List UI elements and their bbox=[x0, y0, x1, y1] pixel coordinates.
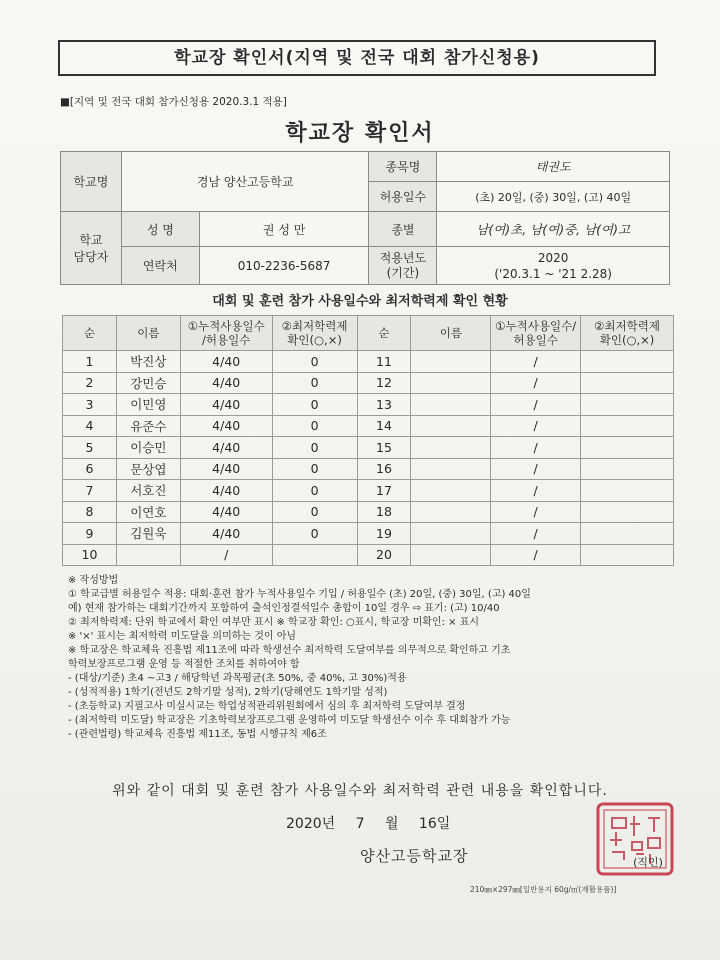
row-days: 4/40 bbox=[180, 523, 272, 545]
row-days: 4/40 bbox=[180, 351, 272, 373]
col-no: 순 bbox=[63, 316, 117, 351]
row-name-right bbox=[411, 437, 491, 459]
row-name-right bbox=[411, 351, 491, 373]
row-name: 김원욱 bbox=[116, 523, 180, 545]
row-no: 3 bbox=[63, 394, 117, 416]
row-no-right: 18 bbox=[357, 501, 411, 523]
note-line: - (성적적용) 1학기(전년도 2학기말 성적), 2학기(당해연도 1학기말 성적) bbox=[68, 687, 388, 698]
row-no: 4 bbox=[63, 415, 117, 437]
row-days-right: / bbox=[491, 437, 581, 459]
row-acad bbox=[272, 544, 357, 566]
event-label: 종목명 bbox=[369, 152, 437, 182]
allow-days-value: (초) 20일, (중) 30일, (고) 40일 bbox=[437, 182, 670, 212]
col-acad-line2: 확인(○,×) bbox=[287, 333, 342, 347]
row-acad: 0 bbox=[272, 458, 357, 480]
row-name: 이연호 bbox=[116, 501, 180, 523]
event-value: 태권도 bbox=[437, 152, 670, 182]
row-name-right bbox=[411, 544, 491, 566]
category-value: 남(여)초, 남(여)중, 남(여)고 bbox=[437, 212, 670, 247]
row-no: 1 bbox=[63, 351, 117, 373]
row-no: 2 bbox=[63, 372, 117, 394]
document-title: 학교장 확인서 bbox=[285, 121, 435, 146]
manager-label-line1: 학교 bbox=[79, 233, 103, 247]
issue-date: 2020년 7 월 16일 bbox=[286, 816, 451, 832]
row-no: 8 bbox=[63, 501, 117, 523]
row-name: 유준수 bbox=[116, 415, 180, 437]
row-acad-right bbox=[581, 394, 674, 416]
note-line: - (최저학력 미도달) 학교장은 기초학력보장프로그램 운영하여 미도달 학생선수 이수 후 대회참가 가능 bbox=[68, 715, 511, 726]
row-days: 4/40 bbox=[180, 394, 272, 416]
row-name-right bbox=[411, 415, 491, 437]
row-days: 4/40 bbox=[180, 458, 272, 480]
row-name: 이민영 bbox=[116, 394, 180, 416]
row-no-right: 19 bbox=[357, 523, 411, 545]
participant-table bbox=[62, 315, 674, 566]
col-days-right-line2: 허용일수 bbox=[513, 333, 558, 347]
row-acad: 0 bbox=[272, 437, 357, 459]
row-no-right: 20 bbox=[357, 544, 411, 566]
note-line: - (관련법령) 학교체육 진흥법 제11조, 동법 시행규칙 제6조 bbox=[68, 729, 327, 740]
col-acad bbox=[272, 316, 357, 351]
table-row bbox=[63, 480, 674, 502]
col-days-line1: ①누적사용일수 bbox=[187, 319, 265, 333]
table-row bbox=[63, 415, 674, 437]
contact-label: 연락처 bbox=[121, 247, 199, 285]
row-name-right bbox=[411, 480, 491, 502]
official-seal-stamp bbox=[594, 800, 676, 878]
row-days: 4/40 bbox=[180, 501, 272, 523]
note-line: ※ 작성방법 bbox=[68, 575, 119, 586]
year-value-line2: ('20.3.1 ~ '21 2.28) bbox=[494, 266, 612, 281]
section-title: 대회 및 훈련 참가 사용일수와 최저학력제 확인 현황 bbox=[212, 294, 508, 309]
note-line: 예) 현재 참가하는 대회기간까지 포함하여 출석인정결석일수 총합이 10일 경우 ⇨ 표기: (고) 10/40 bbox=[68, 603, 500, 614]
row-name-right bbox=[411, 458, 491, 480]
row-name: 서호진 bbox=[116, 480, 180, 502]
row-acad: 0 bbox=[272, 501, 357, 523]
seal-label: (직인) bbox=[633, 856, 663, 869]
row-acad-right bbox=[581, 372, 674, 394]
row-days: / bbox=[180, 544, 272, 566]
row-acad: 0 bbox=[272, 351, 357, 373]
row-acad-right bbox=[581, 458, 674, 480]
row-no-right: 13 bbox=[357, 394, 411, 416]
table-row bbox=[63, 501, 674, 523]
col-name: 이름 bbox=[116, 316, 180, 351]
row-name-right bbox=[411, 501, 491, 523]
row-days-right: / bbox=[491, 394, 581, 416]
table-row bbox=[63, 372, 674, 394]
note-line: ※ '×' 표시는 최저학력 미도달을 의미하는 것이 아님 bbox=[68, 631, 297, 642]
note-line: - (초등학교) 지필고사 미실시교는 학업성적관리위원회에서 심의 후 최저학력 도달여부 결정 bbox=[68, 701, 466, 712]
year-value-line1: 2020 bbox=[537, 250, 569, 265]
row-days-right: / bbox=[491, 480, 581, 502]
year-label-line1: 적용년도 bbox=[379, 250, 427, 265]
school-label: 학교명 bbox=[61, 152, 122, 212]
row-name: 박진상 bbox=[116, 351, 180, 373]
table-row bbox=[63, 351, 674, 373]
header-box: 학교장 확인서(지역 및 전국 대회 참가신청용) bbox=[58, 40, 656, 76]
note-line: 학력보장프로그램 운영 등 적절한 조치를 취하여야 함 bbox=[68, 659, 300, 670]
row-no: 6 bbox=[63, 458, 117, 480]
row-acad: 0 bbox=[272, 523, 357, 545]
col-days-line2: /허용일수 bbox=[202, 333, 251, 347]
row-no: 9 bbox=[63, 523, 117, 545]
school-value: 경남 양산고등학교 bbox=[121, 152, 369, 212]
row-name: 이승민 bbox=[116, 437, 180, 459]
category-label: 종별 bbox=[369, 212, 437, 247]
col-acad-right-line1: ②최저학력제 bbox=[594, 319, 660, 333]
col-acad-right bbox=[581, 316, 674, 351]
form-subtag: ■[지역 및 전국 대회 참가신청용 2020.3.1 적용] bbox=[60, 96, 287, 108]
participant-rows bbox=[63, 351, 674, 566]
row-days: 4/40 bbox=[180, 480, 272, 502]
row-name-right bbox=[411, 394, 491, 416]
note-line: ① 학교급별 허용일수 적용: 대회·훈련 참가 누적사용일수 기입 / 허용일수 (초) 20일, (중) 30일, (고) 40일 bbox=[68, 589, 531, 600]
row-no: 10 bbox=[63, 544, 117, 566]
row-days: 4/40 bbox=[180, 415, 272, 437]
info-table bbox=[60, 151, 670, 285]
manager-label bbox=[61, 212, 122, 285]
principal-signature-line: 양산고등학교장 bbox=[360, 847, 469, 865]
row-days-right: / bbox=[491, 544, 581, 566]
row-no-right: 12 bbox=[357, 372, 411, 394]
col-days-right-line1: ①누적사용일수/ bbox=[495, 319, 577, 333]
table-row bbox=[63, 544, 674, 566]
row-name bbox=[116, 544, 180, 566]
manager-label-line2: 담당자 bbox=[73, 250, 109, 264]
col-acad-right-line2: 확인(○,×) bbox=[599, 333, 655, 347]
row-no: 7 bbox=[63, 480, 117, 502]
year-label-line2: (기간) bbox=[386, 265, 420, 280]
row-no: 5 bbox=[63, 437, 117, 459]
note-line: ② 최저학력제: 단위 학교에서 확인 여부만 표시 ※ 학교장 확인: ○표시, 학교장 미확인: × 표시 bbox=[68, 617, 480, 628]
name-value: 권 성 만 bbox=[199, 212, 369, 247]
row-acad-right bbox=[581, 544, 674, 566]
row-acad-right bbox=[581, 501, 674, 523]
row-acad: 0 bbox=[272, 480, 357, 502]
row-acad-right bbox=[581, 351, 674, 373]
row-days-right: / bbox=[491, 523, 581, 545]
row-name-right bbox=[411, 372, 491, 394]
paper-spec: 210㎜×297㎜[일반용지 60g/㎡(재활용품)] bbox=[470, 885, 617, 894]
row-name: 강민승 bbox=[116, 372, 180, 394]
row-no-right: 16 bbox=[357, 458, 411, 480]
row-acad-right bbox=[581, 480, 674, 502]
row-no-right: 14 bbox=[357, 415, 411, 437]
allow-days-label: 허용일수 bbox=[369, 182, 437, 212]
row-days: 4/40 bbox=[180, 372, 272, 394]
row-name: 문상엽 bbox=[116, 458, 180, 480]
note-line: - (대상/기준) 초4 ~고3 / 해당학년 과목평균(초 50%, 중 40%, 고 30%)적용 bbox=[68, 673, 407, 684]
table-row bbox=[63, 458, 674, 480]
year-value bbox=[437, 247, 670, 285]
col-days bbox=[180, 316, 272, 351]
row-name-right bbox=[411, 523, 491, 545]
row-acad: 0 bbox=[272, 415, 357, 437]
row-acad-right bbox=[581, 437, 674, 459]
row-days-right: / bbox=[491, 458, 581, 480]
note-line: ※ 학교장은 학교체육 진흥법 제11조에 따라 학생선수 최저학력 도달여부를 의무적으로 확인하고 기초 bbox=[68, 645, 511, 656]
row-acad: 0 bbox=[272, 394, 357, 416]
col-no-right: 순 bbox=[357, 316, 411, 351]
writing-instructions bbox=[68, 574, 688, 742]
col-acad-line1: ②최저학력제 bbox=[281, 319, 348, 333]
contact-value: 010-2236-5687 bbox=[199, 247, 369, 285]
col-days-right bbox=[491, 316, 581, 351]
row-acad: 0 bbox=[272, 372, 357, 394]
row-days-right: / bbox=[491, 415, 581, 437]
row-acad-right bbox=[581, 415, 674, 437]
table-row bbox=[63, 437, 674, 459]
row-days-right: / bbox=[491, 351, 581, 373]
confirmation-statement: 위와 같이 대회 및 훈련 참가 사용일수와 최저학력 관련 내용을 확인합니다. bbox=[112, 783, 608, 799]
name-label: 성 명 bbox=[121, 212, 199, 247]
row-no-right: 17 bbox=[357, 480, 411, 502]
row-days: 4/40 bbox=[180, 437, 272, 459]
table-row bbox=[63, 523, 674, 545]
row-days-right: / bbox=[491, 501, 581, 523]
year-label bbox=[369, 247, 437, 285]
row-no-right: 11 bbox=[357, 351, 411, 373]
table-row bbox=[63, 394, 674, 416]
row-no-right: 15 bbox=[357, 437, 411, 459]
row-days-right: / bbox=[491, 372, 581, 394]
row-acad-right bbox=[581, 523, 674, 545]
col-name-right: 이름 bbox=[411, 316, 491, 351]
